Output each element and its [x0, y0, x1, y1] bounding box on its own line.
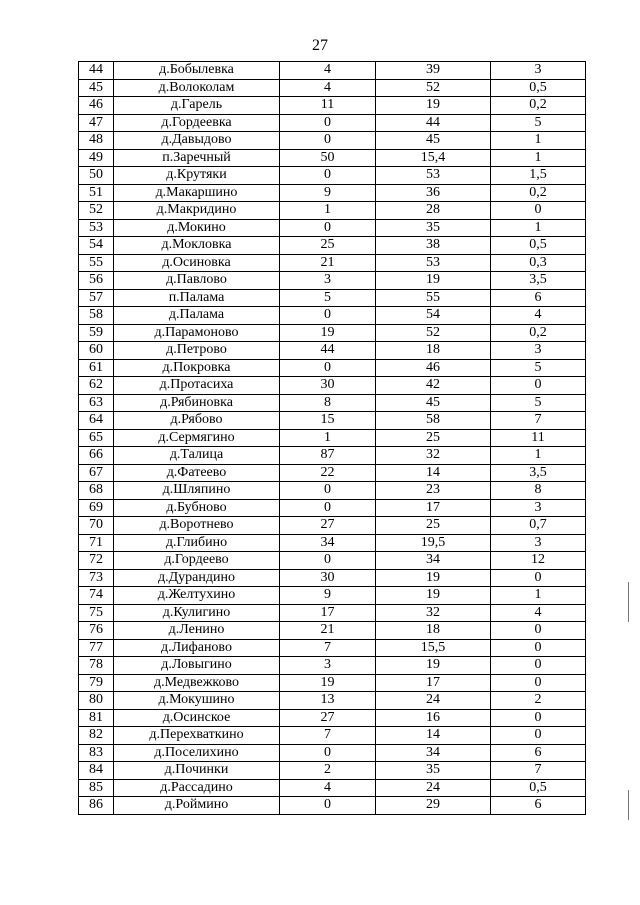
table-row — [79, 79, 586, 97]
value-3-cell: 3,5 — [491, 272, 586, 290]
value-2-cell: 24 — [376, 692, 491, 710]
value-2-cell: 19 — [376, 272, 491, 290]
value-1-cell: 30 — [280, 377, 376, 395]
value-3-cell: 7 — [491, 412, 586, 430]
value-3-cell: 5 — [491, 359, 586, 377]
table-row — [79, 184, 586, 202]
value-2-cell: 45 — [376, 394, 491, 412]
settlement-name-cell: д.Поселихино — [114, 744, 280, 762]
value-2-cell: 34 — [376, 552, 491, 570]
value-2-cell: 34 — [376, 744, 491, 762]
row-number-cell: 75 — [79, 604, 114, 622]
table-row — [79, 744, 586, 762]
settlement-name-cell: д.Кулигино — [114, 604, 280, 622]
value-3-cell: 3 — [491, 499, 586, 517]
value-1-cell: 4 — [280, 62, 376, 80]
value-3-cell: 0 — [491, 622, 586, 640]
row-number-cell: 63 — [79, 394, 114, 412]
row-number-cell: 55 — [79, 254, 114, 272]
row-number-cell: 83 — [79, 744, 114, 762]
settlement-name-cell: д.Рябиновка — [114, 394, 280, 412]
value-1-cell: 1 — [280, 202, 376, 220]
value-2-cell: 17 — [376, 499, 491, 517]
value-3-cell: 4 — [491, 307, 586, 325]
value-3-cell: 0,5 — [491, 237, 586, 255]
value-1-cell: 11 — [280, 97, 376, 115]
table-row — [79, 639, 586, 657]
row-number-cell: 58 — [79, 307, 114, 325]
value-1-cell: 0 — [280, 114, 376, 132]
row-number-cell: 47 — [79, 114, 114, 132]
settlement-name-cell: д.Протасиха — [114, 377, 280, 395]
value-3-cell: 4 — [491, 604, 586, 622]
table-row — [79, 552, 586, 570]
table-row — [79, 674, 586, 692]
value-1-cell: 30 — [280, 569, 376, 587]
value-2-cell: 35 — [376, 762, 491, 780]
row-number-cell: 66 — [79, 447, 114, 465]
value-3-cell: 1 — [491, 149, 586, 167]
value-3-cell: 0,2 — [491, 184, 586, 202]
table-row — [79, 604, 586, 622]
table-row — [79, 149, 586, 167]
row-number-cell: 48 — [79, 132, 114, 150]
row-number-cell: 72 — [79, 552, 114, 570]
settlement-name-cell: д.Макридино — [114, 202, 280, 220]
row-number-cell: 54 — [79, 237, 114, 255]
settlement-name-cell: д.Дурандино — [114, 569, 280, 587]
value-3-cell: 0 — [491, 377, 586, 395]
settlement-name-cell: д.Мокино — [114, 219, 280, 237]
value-2-cell: 19 — [376, 97, 491, 115]
settlement-name-cell: д.Павлово — [114, 272, 280, 290]
value-1-cell: 87 — [280, 447, 376, 465]
value-2-cell: 18 — [376, 342, 491, 360]
value-1-cell: 5 — [280, 289, 376, 307]
table-row — [79, 779, 586, 797]
value-3-cell: 0 — [491, 674, 586, 692]
table-row — [79, 482, 586, 500]
row-number-cell: 46 — [79, 97, 114, 115]
row-number-cell: 71 — [79, 534, 114, 552]
row-number-cell: 77 — [79, 639, 114, 657]
value-2-cell: 53 — [376, 167, 491, 185]
value-2-cell: 32 — [376, 604, 491, 622]
table-row — [79, 709, 586, 727]
value-1-cell: 25 — [280, 237, 376, 255]
value-2-cell: 52 — [376, 79, 491, 97]
value-1-cell: 0 — [280, 744, 376, 762]
table-row — [79, 254, 586, 272]
value-1-cell: 0 — [280, 132, 376, 150]
table-row — [79, 342, 586, 360]
value-3-cell: 1,5 — [491, 167, 586, 185]
value-2-cell: 14 — [376, 464, 491, 482]
value-2-cell: 54 — [376, 307, 491, 325]
settlement-name-cell: п.Заречный — [114, 149, 280, 167]
row-number-cell: 69 — [79, 499, 114, 517]
row-number-cell: 85 — [79, 779, 114, 797]
table-row — [79, 429, 586, 447]
table-row — [79, 167, 586, 185]
value-3-cell: 5 — [491, 394, 586, 412]
settlement-name-cell: д.Ловыгино — [114, 657, 280, 675]
value-1-cell: 7 — [280, 639, 376, 657]
settlement-name-cell: д.Давыдово — [114, 132, 280, 150]
settlement-name-cell: д.Глибино — [114, 534, 280, 552]
value-1-cell: 27 — [280, 517, 376, 535]
row-number-cell: 64 — [79, 412, 114, 430]
value-2-cell: 55 — [376, 289, 491, 307]
value-1-cell: 0 — [280, 482, 376, 500]
row-number-cell: 76 — [79, 622, 114, 640]
settlement-name-cell: д.Палама — [114, 307, 280, 325]
settlement-name-cell: д.Гордеевка — [114, 114, 280, 132]
table-row — [79, 289, 586, 307]
value-1-cell: 4 — [280, 79, 376, 97]
row-number-cell: 70 — [79, 517, 114, 535]
value-3-cell: 3 — [491, 342, 586, 360]
value-2-cell: 38 — [376, 237, 491, 255]
table-row — [79, 307, 586, 325]
settlement-name-cell: п.Палама — [114, 289, 280, 307]
value-2-cell: 19 — [376, 569, 491, 587]
table-row — [79, 622, 586, 640]
value-2-cell: 42 — [376, 377, 491, 395]
value-1-cell: 0 — [280, 797, 376, 815]
value-3-cell: 1 — [491, 219, 586, 237]
table-row — [79, 202, 586, 220]
settlement-name-cell: д.Парамоново — [114, 324, 280, 342]
value-2-cell: 44 — [376, 114, 491, 132]
table-row — [79, 692, 586, 710]
page-number: 27 — [312, 37, 328, 54]
value-1-cell: 0 — [280, 359, 376, 377]
row-number-cell: 67 — [79, 464, 114, 482]
row-number-cell: 80 — [79, 692, 114, 710]
value-3-cell: 0 — [491, 639, 586, 657]
row-number-cell: 59 — [79, 324, 114, 342]
value-2-cell: 58 — [376, 412, 491, 430]
settlement-name-cell: д.Петрово — [114, 342, 280, 360]
settlement-name-cell: д.Макаршино — [114, 184, 280, 202]
table-row — [79, 324, 586, 342]
value-3-cell: 0,3 — [491, 254, 586, 272]
value-3-cell: 5 — [491, 114, 586, 132]
value-1-cell: 1 — [280, 429, 376, 447]
value-3-cell: 0 — [491, 569, 586, 587]
settlement-name-cell: д.Бобылевка — [114, 62, 280, 80]
table-row — [79, 727, 586, 745]
value-1-cell: 0 — [280, 219, 376, 237]
value-2-cell: 19,5 — [376, 534, 491, 552]
settlement-name-cell: д.Рябово — [114, 412, 280, 430]
row-number-cell: 61 — [79, 359, 114, 377]
table-row — [79, 412, 586, 430]
settlement-name-cell: д.Ленино — [114, 622, 280, 640]
value-3-cell: 7 — [491, 762, 586, 780]
value-2-cell: 35 — [376, 219, 491, 237]
table-row — [79, 237, 586, 255]
value-3-cell: 0,7 — [491, 517, 586, 535]
value-2-cell: 19 — [376, 587, 491, 605]
value-1-cell: 13 — [280, 692, 376, 710]
value-3-cell: 0 — [491, 709, 586, 727]
settlement-name-cell: д.Медвежково — [114, 674, 280, 692]
value-1-cell: 19 — [280, 324, 376, 342]
row-number-cell: 81 — [79, 709, 114, 727]
value-1-cell: 27 — [280, 709, 376, 727]
value-1-cell: 2 — [280, 762, 376, 780]
value-2-cell: 25 — [376, 517, 491, 535]
value-1-cell: 19 — [280, 674, 376, 692]
table-row — [79, 797, 586, 815]
value-1-cell: 17 — [280, 604, 376, 622]
value-1-cell: 0 — [280, 552, 376, 570]
value-2-cell: 46 — [376, 359, 491, 377]
table-row — [79, 359, 586, 377]
settlement-name-cell: д.Гордеево — [114, 552, 280, 570]
table-row — [79, 62, 586, 80]
value-1-cell: 22 — [280, 464, 376, 482]
row-number-cell: 82 — [79, 727, 114, 745]
settlement-name-cell: д.Осиновка — [114, 254, 280, 272]
value-3-cell: 1 — [491, 132, 586, 150]
value-3-cell: 6 — [491, 797, 586, 815]
value-2-cell: 32 — [376, 447, 491, 465]
table-row — [79, 394, 586, 412]
scan-edge-mark — [628, 582, 629, 622]
table-row — [79, 377, 586, 395]
value-1-cell: 3 — [280, 657, 376, 675]
value-1-cell: 44 — [280, 342, 376, 360]
value-2-cell: 53 — [376, 254, 491, 272]
table-row — [79, 569, 586, 587]
value-1-cell: 34 — [280, 534, 376, 552]
settlement-name-cell: д.Лифаново — [114, 639, 280, 657]
value-3-cell: 6 — [491, 744, 586, 762]
value-1-cell: 0 — [280, 167, 376, 185]
value-3-cell: 3 — [491, 534, 586, 552]
value-3-cell: 8 — [491, 482, 586, 500]
value-1-cell: 9 — [280, 184, 376, 202]
settlement-name-cell: д.Бубново — [114, 499, 280, 517]
value-2-cell: 25 — [376, 429, 491, 447]
row-number-cell: 52 — [79, 202, 114, 220]
value-3-cell: 0,2 — [491, 324, 586, 342]
table-row — [79, 132, 586, 150]
table-row — [79, 657, 586, 675]
table-row — [79, 762, 586, 780]
value-2-cell: 52 — [376, 324, 491, 342]
row-number-cell: 44 — [79, 62, 114, 80]
settlement-name-cell: д.Перехваткино — [114, 727, 280, 745]
row-number-cell: 60 — [79, 342, 114, 360]
value-3-cell: 12 — [491, 552, 586, 570]
row-number-cell: 74 — [79, 587, 114, 605]
row-number-cell: 79 — [79, 674, 114, 692]
table-row — [79, 272, 586, 290]
settlement-name-cell: д.Желтухино — [114, 587, 280, 605]
value-1-cell: 0 — [280, 307, 376, 325]
row-number-cell: 45 — [79, 79, 114, 97]
settlement-name-cell: д.Шляпино — [114, 482, 280, 500]
settlement-name-cell: д.Крутяки — [114, 167, 280, 185]
scan-edge-mark — [628, 790, 629, 820]
row-number-cell: 84 — [79, 762, 114, 780]
value-1-cell: 21 — [280, 254, 376, 272]
value-2-cell: 29 — [376, 797, 491, 815]
table-row — [79, 587, 586, 605]
value-3-cell: 0,5 — [491, 79, 586, 97]
value-1-cell: 21 — [280, 622, 376, 640]
value-2-cell: 24 — [376, 779, 491, 797]
value-1-cell: 3 — [280, 272, 376, 290]
settlement-name-cell: д.Мокушино — [114, 692, 280, 710]
value-2-cell: 36 — [376, 184, 491, 202]
value-3-cell: 0 — [491, 202, 586, 220]
table-row — [79, 499, 586, 517]
row-number-cell: 49 — [79, 149, 114, 167]
settlement-name-cell: д.Сермягино — [114, 429, 280, 447]
row-number-cell: 73 — [79, 569, 114, 587]
table-row — [79, 464, 586, 482]
value-3-cell: 3,5 — [491, 464, 586, 482]
value-3-cell: 0,5 — [491, 779, 586, 797]
value-3-cell: 3 — [491, 62, 586, 80]
row-number-cell: 50 — [79, 167, 114, 185]
value-1-cell: 9 — [280, 587, 376, 605]
settlement-name-cell: д.Воротнево — [114, 517, 280, 535]
row-number-cell: 86 — [79, 797, 114, 815]
value-1-cell: 15 — [280, 412, 376, 430]
value-2-cell: 17 — [376, 674, 491, 692]
row-number-cell: 51 — [79, 184, 114, 202]
value-3-cell: 2 — [491, 692, 586, 710]
table-body — [79, 62, 586, 815]
value-1-cell: 7 — [280, 727, 376, 745]
value-2-cell: 15,4 — [376, 149, 491, 167]
table-row — [79, 219, 586, 237]
row-number-cell: 53 — [79, 219, 114, 237]
value-3-cell: 0 — [491, 727, 586, 745]
settlement-name-cell: д.Починки — [114, 762, 280, 780]
settlement-name-cell: д.Волоколам — [114, 79, 280, 97]
settlement-name-cell: д.Рассадино — [114, 779, 280, 797]
row-number-cell: 68 — [79, 482, 114, 500]
row-number-cell: 57 — [79, 289, 114, 307]
value-3-cell: 1 — [491, 587, 586, 605]
settlement-name-cell: д.Роймино — [114, 797, 280, 815]
value-3-cell: 6 — [491, 289, 586, 307]
value-1-cell: 8 — [280, 394, 376, 412]
settlement-name-cell: д.Осинское — [114, 709, 280, 727]
row-number-cell: 78 — [79, 657, 114, 675]
settlement-name-cell: д.Талица — [114, 447, 280, 465]
table-row — [79, 517, 586, 535]
settlement-name-cell: д.Гарель — [114, 97, 280, 115]
settlements-table — [78, 61, 586, 815]
table-row — [79, 97, 586, 115]
settlement-name-cell: д.Мокловка — [114, 237, 280, 255]
value-2-cell: 16 — [376, 709, 491, 727]
table-row — [79, 534, 586, 552]
value-1-cell: 50 — [280, 149, 376, 167]
value-2-cell: 15,5 — [376, 639, 491, 657]
value-2-cell: 28 — [376, 202, 491, 220]
value-2-cell: 45 — [376, 132, 491, 150]
row-number-cell: 65 — [79, 429, 114, 447]
value-3-cell: 0,2 — [491, 97, 586, 115]
value-2-cell: 23 — [376, 482, 491, 500]
value-3-cell: 1 — [491, 447, 586, 465]
row-number-cell: 56 — [79, 272, 114, 290]
value-3-cell: 0 — [491, 657, 586, 675]
value-2-cell: 39 — [376, 62, 491, 80]
settlement-name-cell: д.Фатеево — [114, 464, 280, 482]
table-row — [79, 114, 586, 132]
value-2-cell: 19 — [376, 657, 491, 675]
value-3-cell: 11 — [491, 429, 586, 447]
row-number-cell: 62 — [79, 377, 114, 395]
table-row — [79, 447, 586, 465]
settlement-name-cell: д.Покровка — [114, 359, 280, 377]
value-2-cell: 14 — [376, 727, 491, 745]
value-2-cell: 18 — [376, 622, 491, 640]
value-1-cell: 0 — [280, 499, 376, 517]
value-1-cell: 4 — [280, 779, 376, 797]
